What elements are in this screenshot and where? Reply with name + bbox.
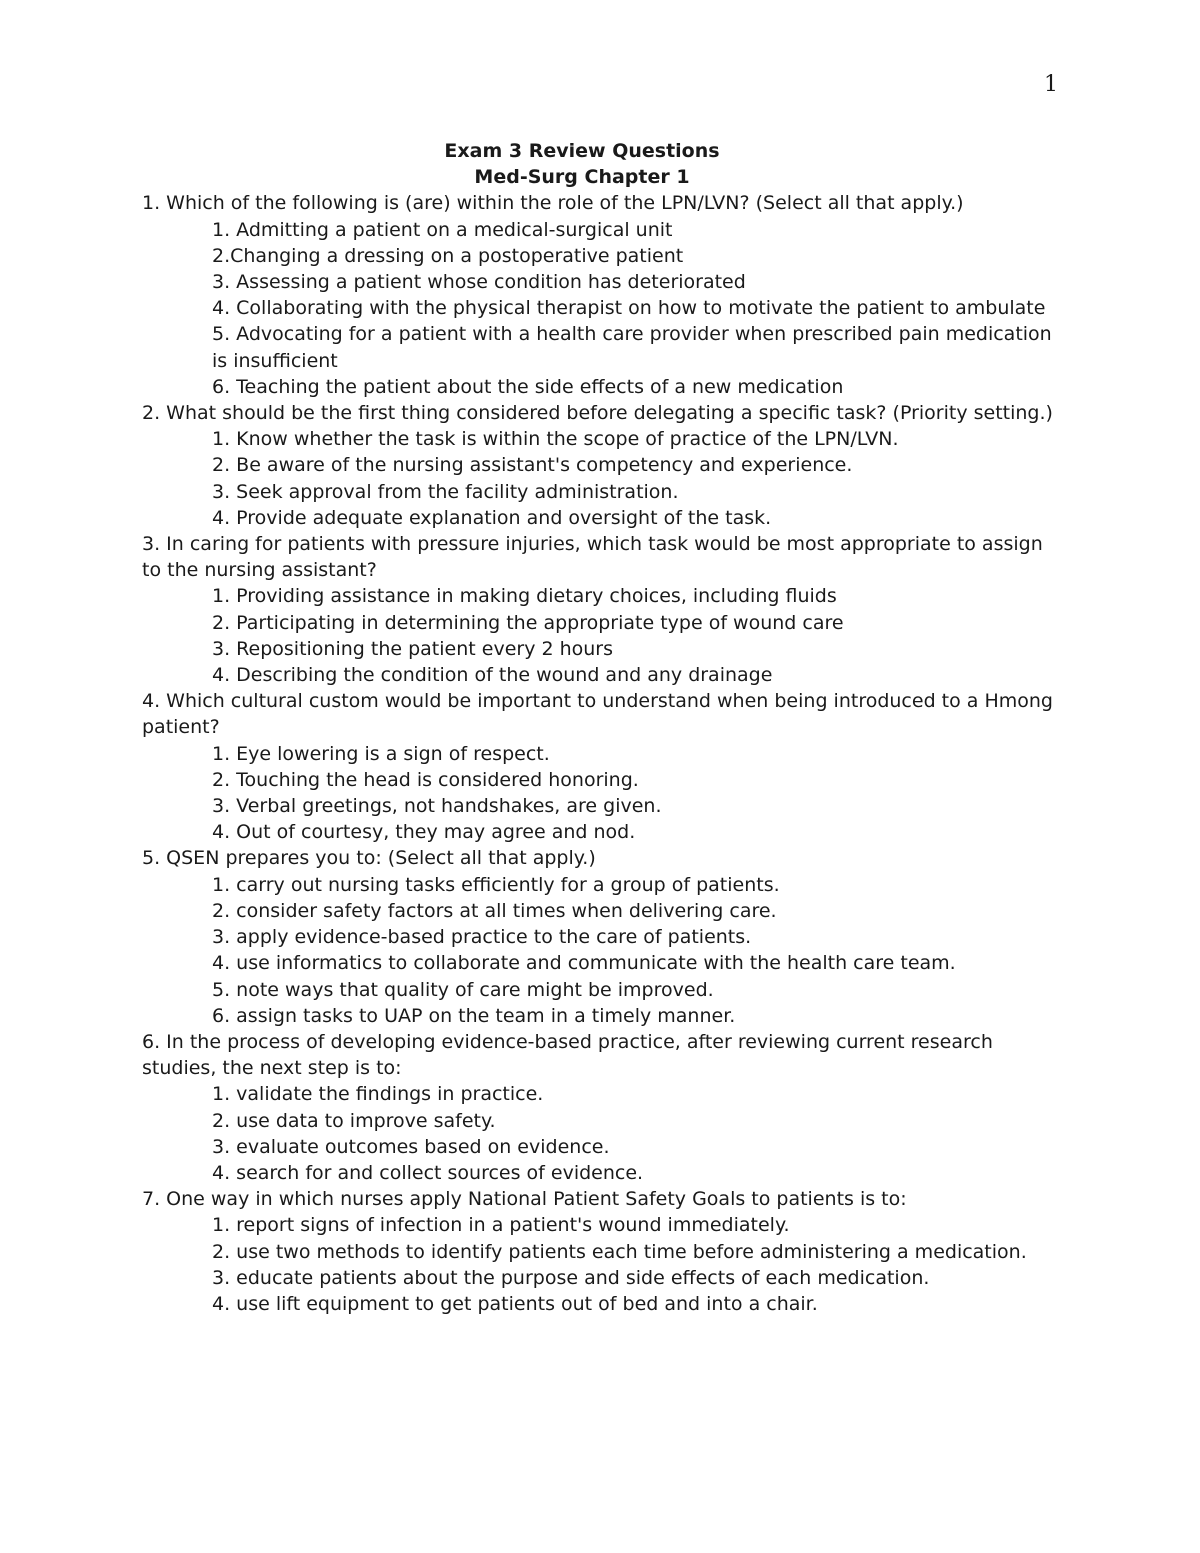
answer-option: 3. Repositioning the patient every 2 hours [212,637,614,660]
answer-option: 1. Admitting a patient on a medical-surgical unit [212,218,673,241]
answer-option: 3. apply evidence-based practice to the care of patients. [212,926,752,949]
question-block [142,845,1062,1028]
answer-option: 2. Be aware of the nursing assistant's competency and experience. [212,454,853,477]
answer-option: 4. Collaborating with the physical therapist on how to motivate the patient to ambulate [212,297,1046,320]
answer-option: 3. Verbal greetings, not handshakes, are given. [212,795,662,818]
question-block [142,531,1062,688]
answer-option: 5. note ways that quality of care might be improved. [212,978,714,1001]
answer-option: 4. Describing the condition of the wound and any drainage [212,664,773,687]
answer-option: 2. Touching the head is considered honoring. [212,768,639,791]
answer-option: 2.Changing a dressing on a postoperative patient [212,244,684,267]
answer-option: 1. report signs of infection in a patient's wound immediately. [212,1214,790,1237]
answer-option: 1. Know whether the task is within the scope of practice of the LPN/LVN. [212,428,899,451]
question-block [142,1029,1062,1186]
document-subtitle: Med-Surg Chapter 1 [474,166,690,189]
question-text: 3. In caring for patients with pressure injuries, which task would be most appropriate to assign to the nursing assistant? [142,533,1043,582]
question-text: 2. What should be the first thing considered before delegating a specific task? (Priority setting.) [142,402,1053,425]
answer-option: 2. use two methods to identify patients each time before administering a medication. [212,1240,1027,1263]
answer-option: 3. educate patients about the purpose and side effects of each medication. [212,1266,930,1289]
answer-option: 6. Teaching the patient about the side effects of a new medication [212,375,844,398]
question-block [142,400,1062,531]
page-number: 1 [1044,72,1058,97]
answer-option: 4. Out of courtesy, they may agree and nod. [212,821,636,844]
answer-option: 3. evaluate outcomes based on evidence. [212,1135,610,1158]
document-body [142,138,1062,1317]
answer-option: 3. Seek approval from the facility administration. [212,480,679,503]
answer-option: 4. use lift equipment to get patients out of bed and into a chair. [212,1292,818,1315]
question-block [142,688,1062,845]
answer-option: 2. Participating in determining the appropriate type of wound care [212,611,844,634]
question-text: 1. Which of the following is (are) within the role of the LPN/LVN? (Select all that apply.) [142,192,964,215]
answer-option: 1. Providing assistance in making dietary choices, including fluids [212,585,837,608]
answer-option: 2. use data to improve safety. [212,1109,496,1132]
answer-option: 3. Assessing a patient whose condition has deteriorated [212,271,746,294]
question-text: 6. In the process of developing evidence-based practice, after reviewing current research studies, the next step is to: [142,1030,993,1080]
answer-option: 1. carry out nursing tasks efficiently for a group of patients. [212,873,780,896]
question-text: 4. Which cultural custom would be important to understand when being introduced to a Hmong patient? [142,690,1053,739]
question-block [142,190,1062,400]
answer-option: 1. Eye lowering is a sign of respect. [212,742,550,765]
answer-option: 4. use informatics to collaborate and communicate with the health care team. [212,952,956,975]
answer-option: 2. consider safety factors at all times when delivering care. [212,899,777,922]
answer-option: 6. assign tasks to UAP on the team in a timely manner. [212,1004,736,1027]
answer-option: 5. Advocating for a patient with a health care provider when prescribed pain medication is insufficient [212,323,1052,372]
answer-option: 4. search for and collect sources of evidence. [212,1161,644,1184]
document-title: Exam 3 Review Questions [444,140,720,162]
question-text: 7. One way in which nurses apply National Patient Safety Goals to patients is to: [142,1188,907,1211]
question-text: 5. QSEN prepares you to: (Select all that apply.) [142,847,596,870]
question-block [142,1186,1062,1317]
answer-option: 1. validate the findings in practice. [212,1083,544,1106]
answer-option: 4. Provide adequate explanation and oversight of the task. [212,506,772,529]
